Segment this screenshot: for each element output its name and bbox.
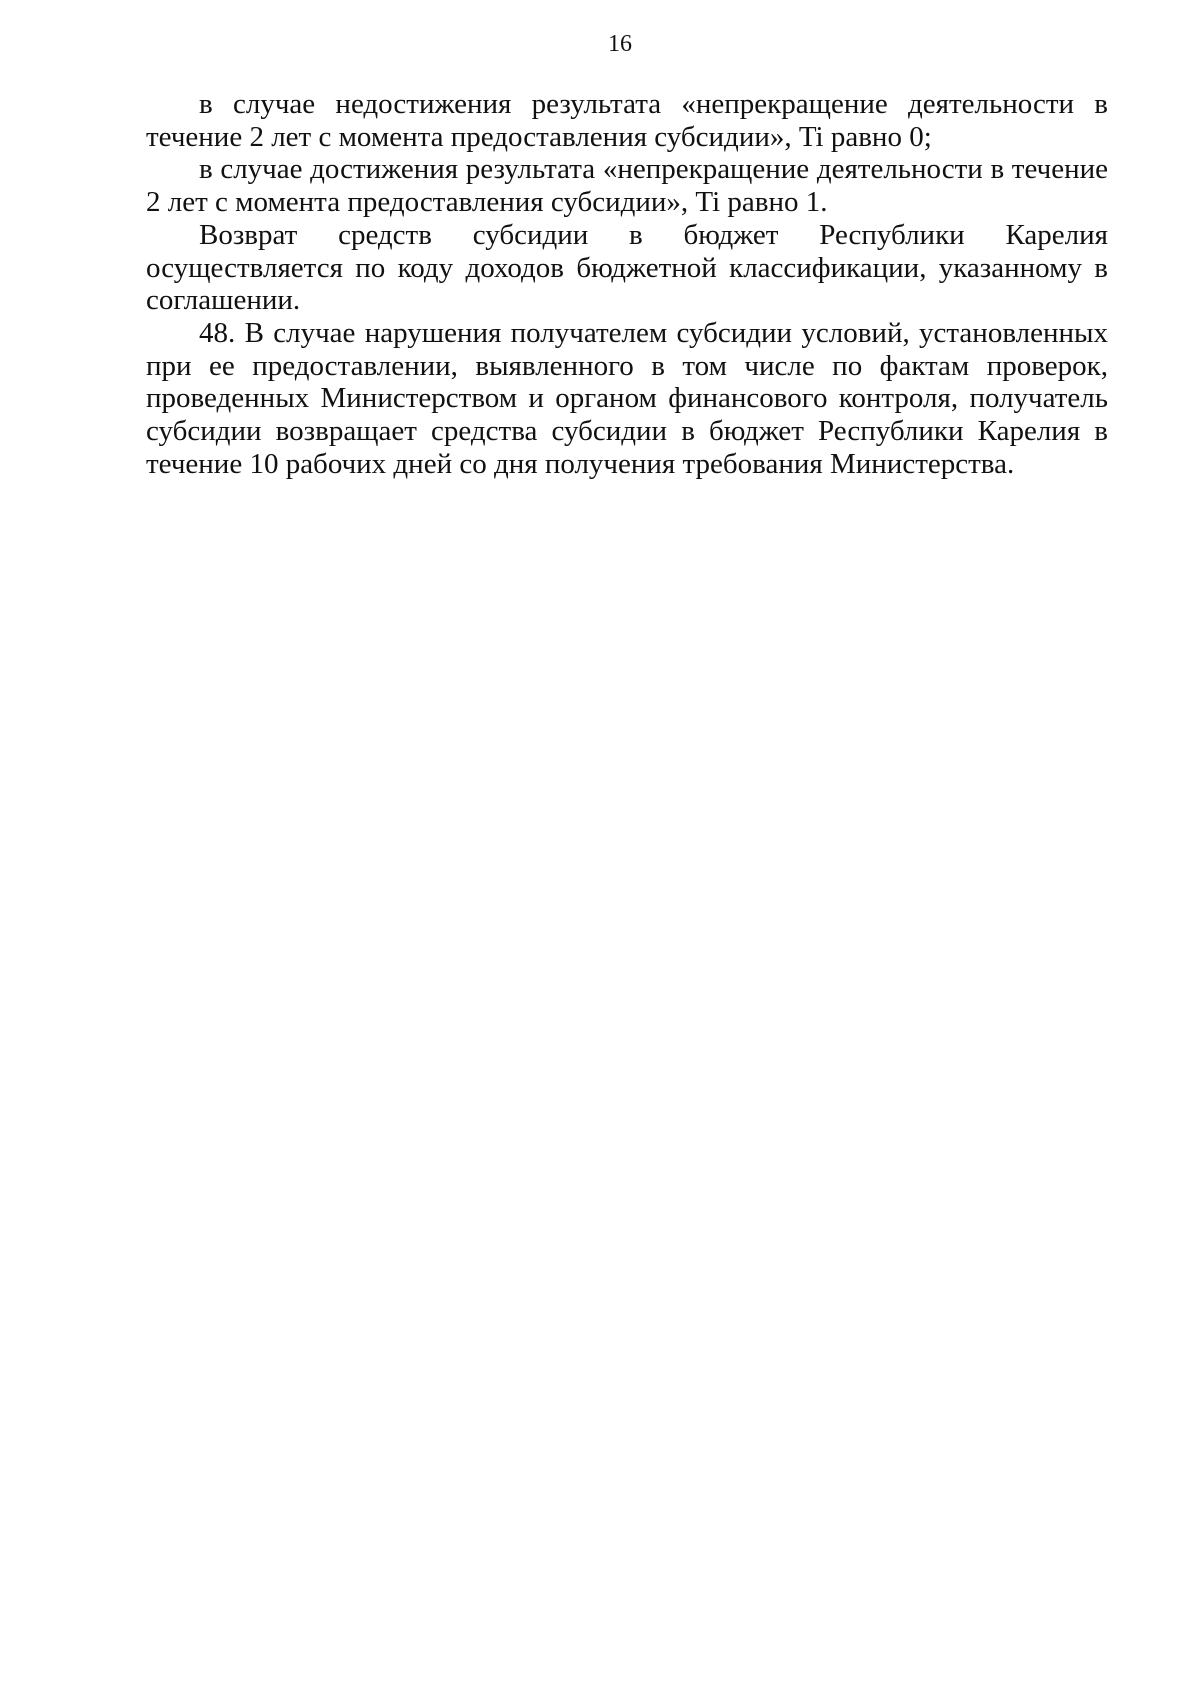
paragraph-result-achieved: в случае достижения результата «непрекращение деятельности в течение 2 лет с момента предоставления субсидии», Ti равно 1. <box>146 153 1108 219</box>
paragraph-return-of-funds: Возврат средств субсидии в бюджет Республики Карелия осуществляется по коду доходов бюджетной классификации, указанному в соглашении. <box>146 218 1108 317</box>
document-body <box>146 88 1108 480</box>
page-number: 16 <box>608 31 632 57</box>
paragraph-result-not-achieved: в случае недостижения результата «непрекращение деятельности в течение 2 лет с момента предоставления субсидии», Ti равно 0; <box>146 88 1108 153</box>
paragraph-48-violation: 48. В случае нарушения получателем субсидии условий, установленных при ее предоставлении, выявленного в том числе по фактам проверок, проведенных Министерством и органом финансового контроля, получатель субсидии возвращает средства субсидии в бюджет Республики Карелия в течение 10 рабочих дней со дня получения требования Министерства. <box>146 316 1108 480</box>
